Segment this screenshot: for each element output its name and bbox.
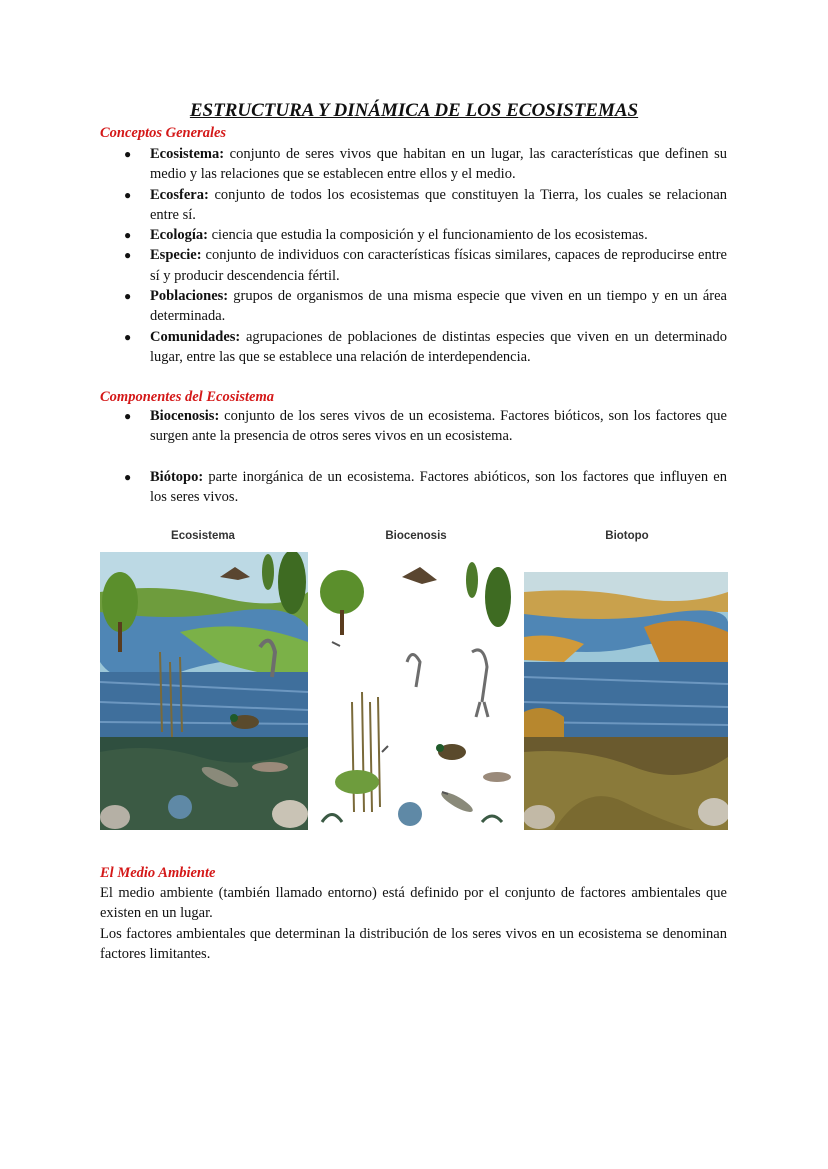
term-definition: conjunto de todos los ecosistemas que constituyen la Tierra, los cuales se relacionan entre sí. <box>150 186 727 223</box>
list-item <box>100 467 727 508</box>
biocenosis-illustration <box>312 552 520 830</box>
list-item <box>100 144 727 185</box>
paragraph-medio-ambiente: El medio ambiente (también llamado entorno) está definido por el conjunto de factores ambientales que existen en un lugar. <box>100 885 727 922</box>
term-definition: parte inorgánica de un ecosistema. Factores abióticos, son los factores que influyen en los seres vivos. <box>150 469 727 506</box>
term-label: Ecología: <box>150 227 208 244</box>
term-definition: conjunto de los seres vivos de un ecosistema. Factores bióticos, son los factores que surgen ante la presencia de otros seres vivos en un ecosistema. <box>150 408 727 445</box>
list-item <box>100 327 727 368</box>
term-label: Ecosfera: <box>150 186 209 203</box>
term-label: Biocenosis: <box>150 408 220 424</box>
figure-label-biotopo: Biotopo <box>605 530 649 542</box>
term-label: Especie: <box>150 247 202 264</box>
page-title: ESTRUCTURA Y DINÁMICA DE LOS ECOSISTEMAS <box>189 100 639 121</box>
figure-label-ecosistema: Ecosistema <box>171 530 235 542</box>
term-definition: agrupaciones de poblaciones de distintas especies que viven en un determinado lugar, entre las que se establece una relación de interdependencia. <box>150 328 727 365</box>
section-heading-conceptos: Conceptos Generales <box>100 125 227 141</box>
section-heading-componentes: Componentes del Ecosistema <box>100 389 274 405</box>
bullet-icon: ● <box>124 187 132 202</box>
components-list <box>100 406 727 447</box>
bullet-icon: ● <box>124 289 132 304</box>
ecosystem-figure <box>100 522 728 832</box>
components-list-2 <box>100 467 727 508</box>
term-definition: conjunto de seres vivos que habitan en un lugar, las características que definen su medio y las relaciones que se establecen entre ellos y el medio. <box>150 146 727 183</box>
bullet-icon: ● <box>124 470 132 484</box>
bullet-icon: ● <box>124 409 132 423</box>
figure-label-biocenosis: Biocenosis <box>385 530 447 542</box>
term-label: Ecosistema: <box>150 146 225 162</box>
list-item <box>100 245 727 286</box>
ecosistema-illustration <box>100 552 308 830</box>
term-label: Comunidades: <box>150 328 241 345</box>
term-label: Biótopo: <box>150 469 204 485</box>
list-item <box>100 286 727 327</box>
bullet-icon: ● <box>124 329 132 344</box>
term-definition: grupos de organismos de una misma especie que viven en un tiempo y en un área determinada. <box>150 288 727 325</box>
bullet-icon: ● <box>124 147 132 161</box>
section-heading-medio-ambiente: El Medio Ambiente <box>100 865 216 881</box>
concepts-list <box>100 144 727 367</box>
term-definition: ciencia que estudia la composición y el funcionamiento de los ecosistemas. <box>208 227 648 244</box>
bullet-icon: ● <box>124 248 132 263</box>
paragraph-factores-limitantes: Los factores ambientales que determinan la distribución de los seres vivos en un ecosistema se denominan factores limitantes. <box>100 926 727 963</box>
list-item <box>100 185 727 226</box>
list-item <box>100 225 727 245</box>
list-item <box>100 406 727 447</box>
biotopo-illustration <box>524 552 728 830</box>
term-definition: conjunto de individuos con características físicas similares, capaces de reproducirse entre sí y producir descendencia fértil. <box>150 247 727 284</box>
term-label: Poblaciones: <box>150 288 229 305</box>
bullet-icon: ● <box>124 228 132 243</box>
